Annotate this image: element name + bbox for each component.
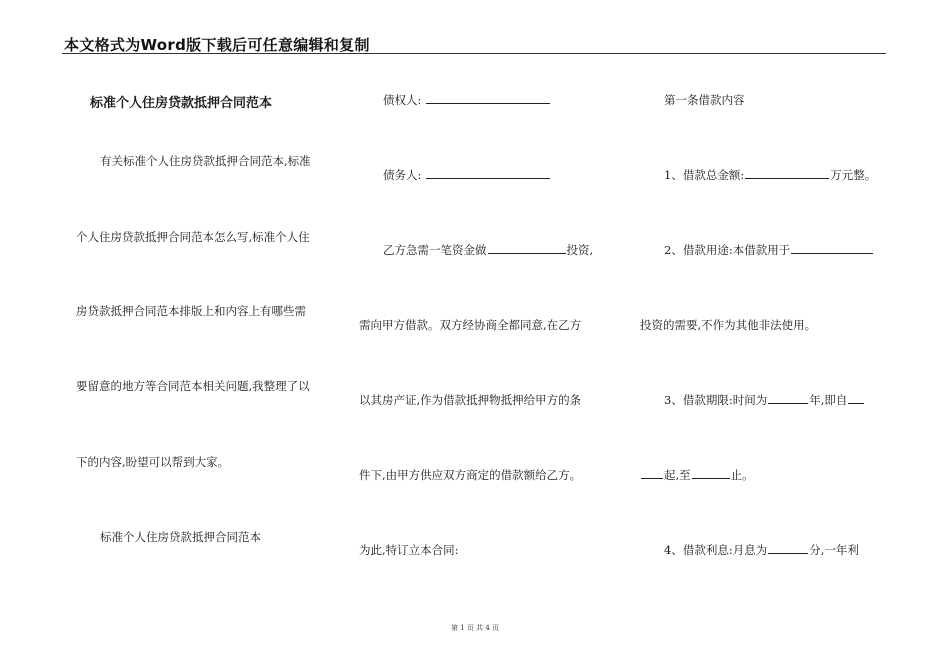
document-header-title: 本文格式为Word版下载后可任意编辑和复制 [64,36,370,54]
body-line-1-text-b: 投资, [566,243,594,257]
term-end-label: 止。 [730,468,754,482]
intro-line-2: 个人住房贷款抵押合同范本怎么写,标准个人住 [76,230,310,244]
body-line-4: 件下,由甲方供应双方商定的借款额给乙方。 [359,468,582,482]
interest-line [664,542,859,558]
term-start-blank-2 [641,467,663,479]
body-line-2: 需向甲方借款。双方经协商全都同意,在乙方 [359,318,582,332]
term-start-blank [848,392,864,404]
purpose-label: 2、借款用途:本借款用于 [664,243,791,257]
amount-unit: 万元整。 [830,168,877,182]
purpose-continued: 投资的需要,不作为其他非法使用。 [640,318,817,332]
term-end-blank [692,467,730,479]
term-label: 3、借款期限:时间为 [664,393,768,407]
term-years-blank [768,392,808,404]
body-line-3: 以其房产证,作为借款抵押物抵押给甲方的条 [359,393,582,407]
purpose-line [664,242,874,258]
page-number: 第 1 页 共 4 页 [450,624,500,632]
body-line-1 [383,242,593,258]
contract-subtitle: 标准个人住房贷款抵押合同范本 [100,530,261,544]
header-divider [62,53,886,54]
section-title: 第一条借款内容 [664,93,745,107]
term-line-2 [640,467,754,483]
purpose-blank [791,242,873,254]
intro-line-4: 要留意的地方等合同范本相关问题,我整理了以 [76,379,310,393]
interest-blank [768,542,808,554]
investment-blank [488,242,566,254]
debtor-label: 债务人: [383,168,422,182]
interest-label: 4、借款利息:月息为 [664,543,768,557]
term-from-label: 年,即自 [809,393,848,407]
amount-blank [745,167,829,179]
body-line-5: 为此,特订立本合同: [359,543,459,557]
intro-line-5: 下的内容,盼望可以帮到大家。 [76,455,230,469]
amount-line [664,167,876,183]
document-title: 标准个人住房贷款抵押合同范本 [90,96,273,111]
amount-label: 1、借款总金额: [664,168,745,182]
term-to-label: 起,至 [664,468,691,482]
intro-line-1: 有关标准个人住房贷款抵押合同范本,标准 [100,154,311,168]
interest-unit: 分,一年利 [809,543,859,557]
creditor-blank [426,92,550,104]
debtor-line [383,167,551,183]
intro-line-3: 房贷款抵押合同范本排版上和内容上有哪些需 [76,304,306,318]
debtor-blank [426,167,550,179]
creditor-line [383,92,551,108]
creditor-label: 债权人: [383,93,422,107]
body-line-1-text-a: 乙方急需一笔资金做 [383,243,487,257]
term-line [664,392,865,408]
